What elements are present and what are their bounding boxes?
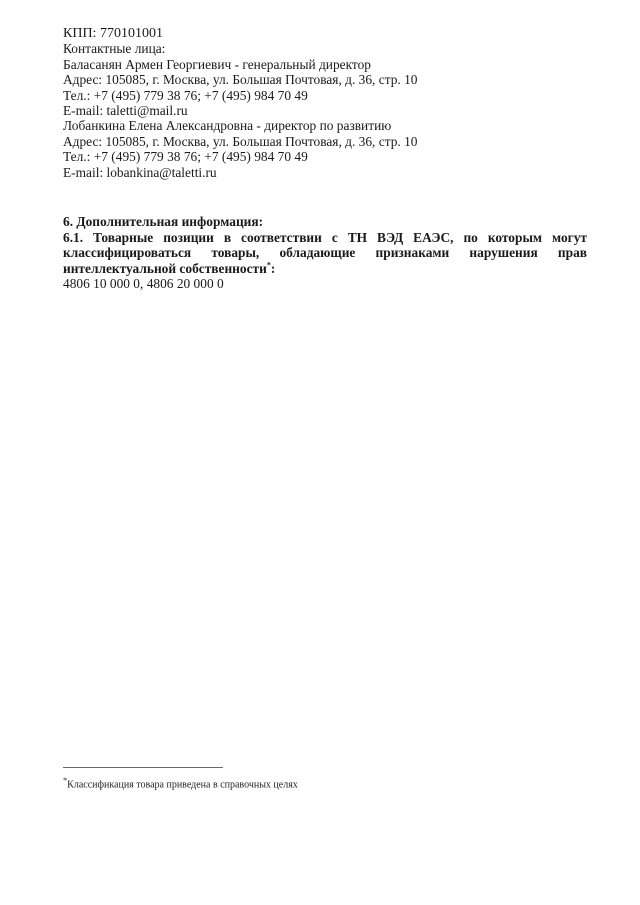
contact-1-address: Адрес: 105085, г. Москва, ул. Большая Почтовая, д. 36, стр. 10 (63, 72, 418, 88)
contact-1-phone: Тел.: +7 (495) 779 38 76; +7 (495) 984 70 49 (63, 87, 308, 103)
kpp-line: КПП: 770101001 (63, 26, 163, 41)
section-6-1-heading (63, 230, 587, 277)
section-6-heading: 6. Дополнительная информация: (63, 214, 264, 229)
contact-block (63, 26, 603, 180)
contact-2-name: Лобанкина Елена Александровна - директор по развитию (63, 118, 392, 134)
footnote-divider (63, 767, 223, 768)
footnote-body: Классификация товара приведена в справочных целях (67, 779, 298, 791)
additional-info-section (63, 214, 587, 292)
footnote-text-marker: * (63, 776, 68, 785)
footnote-text (63, 775, 298, 791)
section-6-1-suffix: : (270, 260, 276, 276)
contact-1-email: E-mail: taletti@mail.ru (63, 103, 188, 119)
footnote-marker: * (266, 260, 271, 270)
contact-1-name: Баласанян Армен Георгиевич - генеральный директор (63, 56, 371, 72)
contact-2-address: Адрес: 105085, г. Москва, ул. Большая Почтовая, д. 36, стр. 10 (63, 133, 418, 149)
contact-2-email: E-mail: lobankina@taletti.ru (63, 164, 217, 180)
tn-ved-codes: 4806 10 000 0, 4806 20 000 0 (63, 276, 224, 292)
section-6-1-text: 6.1. Товарные позиции в соответствии с ТН ВЭД ЕАЭС, по которым могут классифицироваться товары, обладающие признаками нарушения прав интеллектуальной собственности (63, 229, 587, 276)
contacts-heading: Контактные лица: (63, 41, 166, 57)
contact-2-phone: Тел.: +7 (495) 779 38 76; +7 (495) 984 70 49 (63, 149, 308, 165)
